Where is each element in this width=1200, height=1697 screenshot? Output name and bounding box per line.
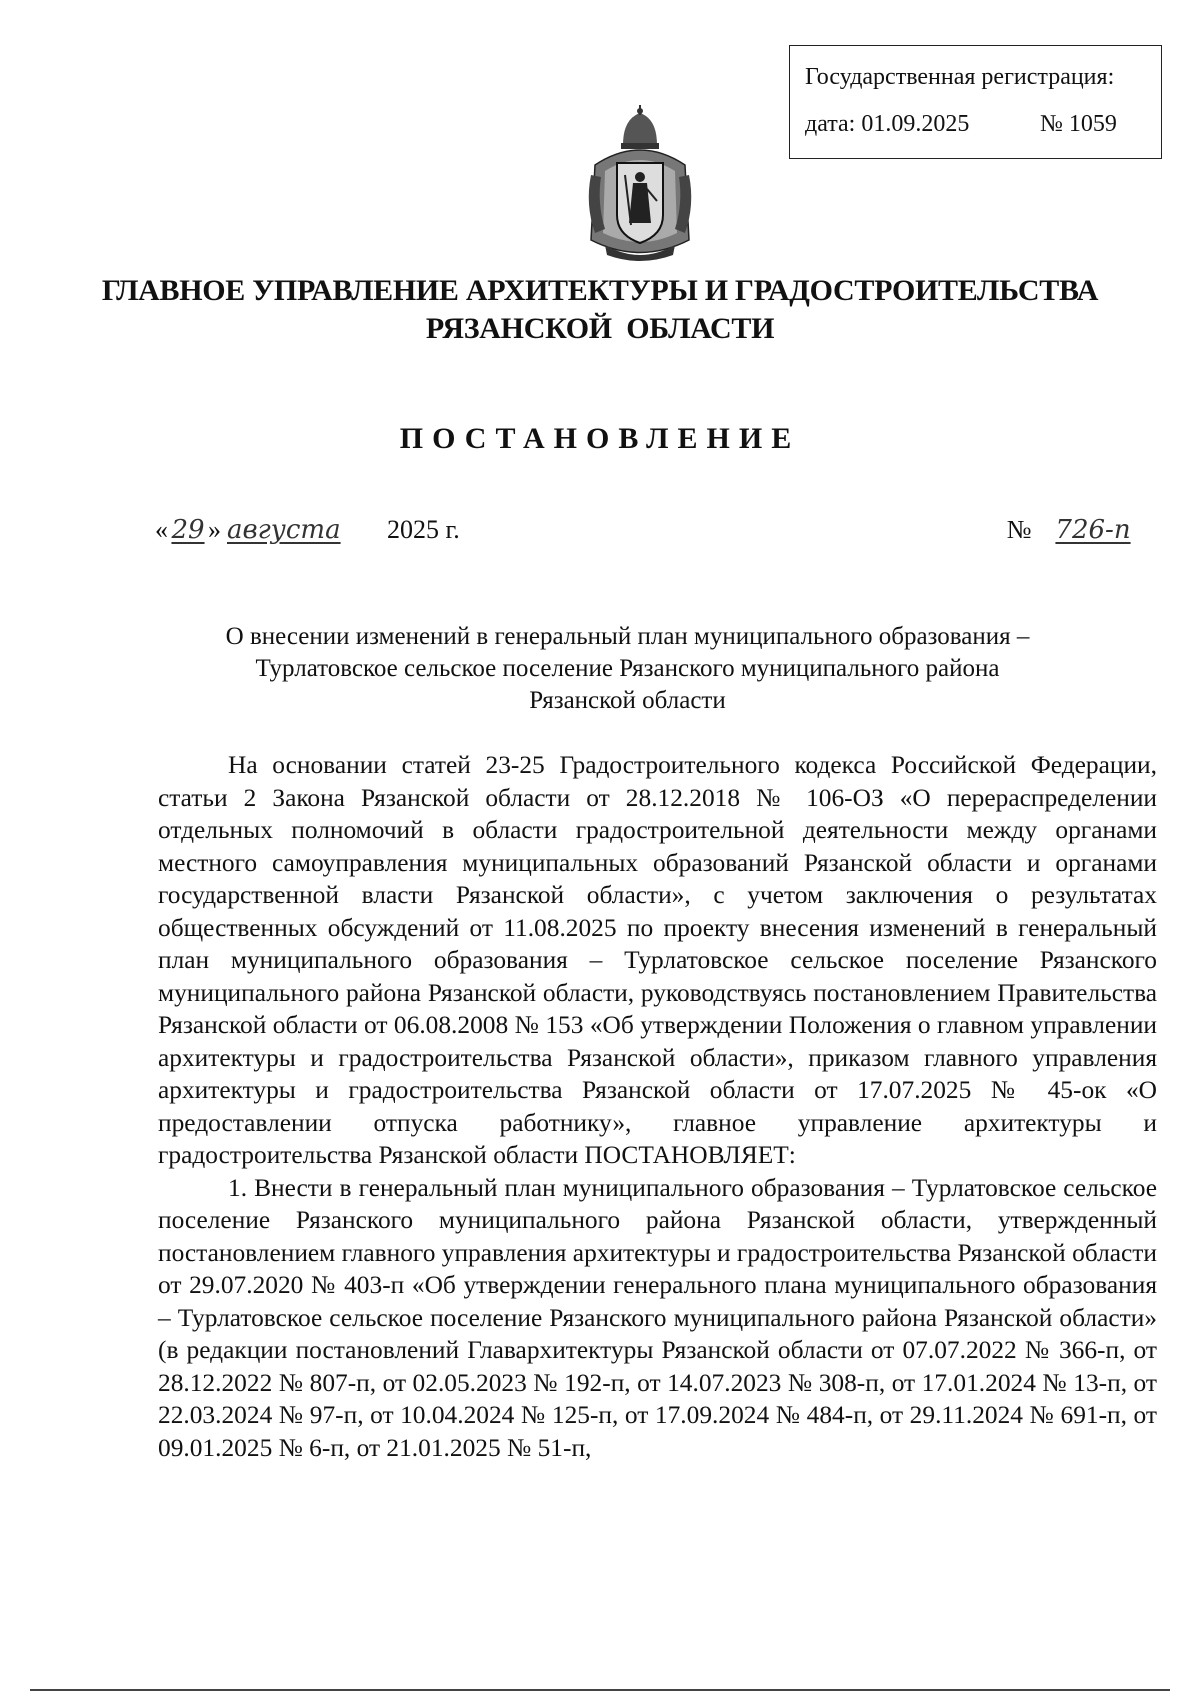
date-open-quote: «	[155, 515, 168, 544]
page-bottom-divider	[30, 1689, 1170, 1691]
number-label: №	[1006, 515, 1032, 544]
registration-number: № 1059	[1040, 111, 1117, 137]
date-close-quote: »	[208, 515, 221, 544]
document-body	[158, 749, 1157, 1464]
document-type-title: ПОСТАНОВЛЕНИЕ	[399, 422, 801, 455]
body-item-1: 1. Внести в генеральный план муниципального образования – Турлатовское сельское поселение Рязанского муниципального района Рязанской области, утвержденный постановлением главного управления архитектуры и градостроительства Рязанской области от 29.07.2020 № 403-п «Об утверждении генерального плана муниципального образования – Турлатовское сельское поселение Рязанского муниципального района Рязанской области» (в редакции постановлений Главархитектуры Рязанской области от 07.07.2022 № 366-п, от 28.12.2022 № 807-п, от 02.05.2023 № 192-п, от 14.07.2023 № 308-п, от 17.01.2024 № 13-п, от 22.03.2024 № 97-п, от 10.04.2024 № 125-п, от 17.09.2024 № 484-п, от 29.11.2024 № 691-п, от 09.01.2025 № 6-п, от 21.01.2025 № 51-п,	[158, 1173, 1157, 1462]
registration-date: дата: 01.09.2025	[805, 111, 970, 137]
date-year: 2025 г.	[387, 515, 460, 544]
document-number	[1007, 515, 1148, 545]
subject-line1: О внесении изменений в генеральный план муниципального образования –	[225, 623, 1030, 650]
document-date	[155, 515, 460, 545]
organization-name	[100, 272, 1100, 348]
date-day: 29	[171, 515, 205, 545]
date-month: августа	[227, 515, 341, 545]
number-value: 726-п	[1055, 515, 1131, 545]
body-preamble: На основании статей 23-25 Градостроительного кодекса Российской Федерации, статьи 2 Закона Рязанской области от 28.12.2018 № 106-ОЗ «О перераспределении отдельных полномочий в области градостроительной деятельности между органами местного самоуправления муниципальных образований Рязанской области и органами государственной власти Рязанской области», с учетом заключения о результатах общественных обсуждений от 11.08.2025 по проекту внесения изменений в генеральный план муниципального образования – Турлатовское сельское поселение Рязанского муниципального района Рязанской области, руководствуясь постановлением Правительства Рязанской области от 06.08.2008 № 153 «Об утверждении Положения о главном управлении архитектуры и градостроительства Рязанской области», приказом главного управления архитектуры и градостроительства Рязанской области от 17.07.2025 № 45-ок «О предоставлении отпуска работнику», главное управление архитектуры и градостроительства Рязанской области ПОСТАНОВЛЯЕТ:	[158, 751, 1157, 1169]
registration-stamp	[789, 45, 1162, 159]
organization-name-line1: ГЛАВНОЕ УПРАВЛЕНИЕ АРХИТЕКТУРЫ И ГРАДОСТРОИТЕЛЬСТВА	[101, 274, 1099, 307]
organization-name-line2: РЯЗАНСКОЙ ОБЛАСТИ	[425, 312, 775, 345]
subject-line3: Рязанской области	[529, 687, 726, 714]
subject-line2: Турлатовское сельское поселение Рязанского муниципального района	[255, 655, 1000, 682]
coat-of-arms-icon	[585, 105, 695, 265]
registration-title: Государственная регистрация:	[805, 64, 1115, 90]
document-subject	[155, 621, 1100, 717]
